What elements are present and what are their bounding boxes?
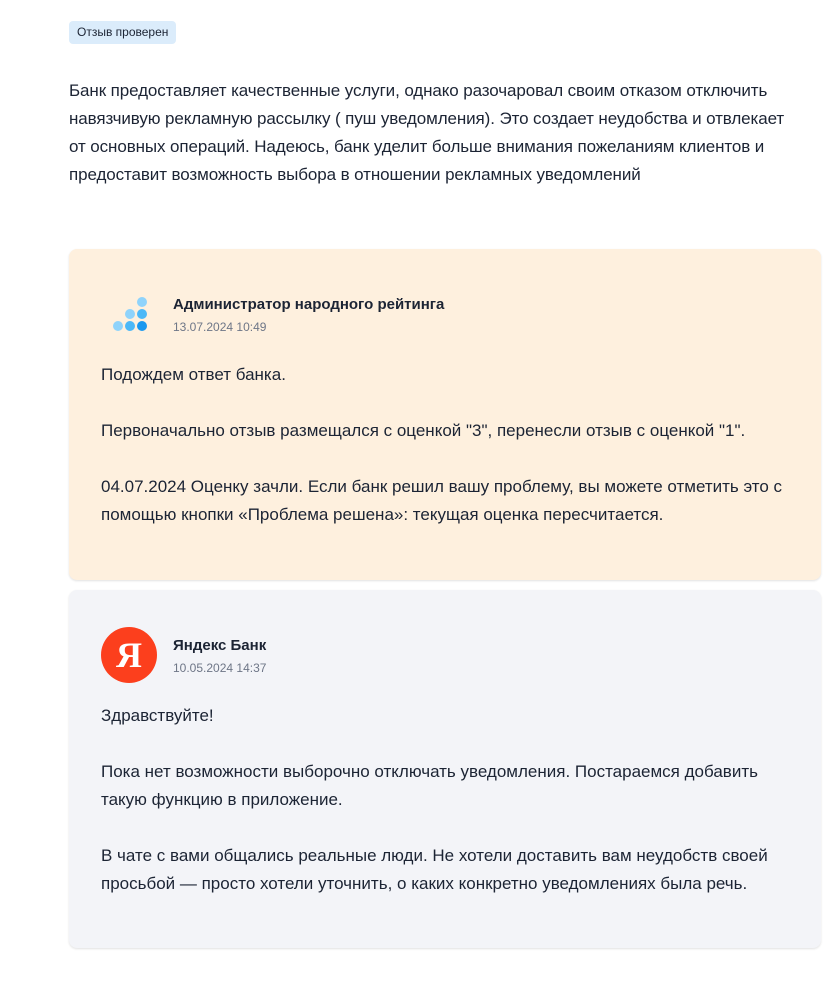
comment-body xyxy=(101,702,789,898)
comment-header xyxy=(101,626,789,684)
comment-paragraph: Пока нет возможности выборочно отключать уведомления. Постараемся добавить такую функцию в приложение. xyxy=(101,762,758,809)
comment-paragraph: Здравствуйте! xyxy=(101,706,214,725)
comment-paragraph: В чате с вами общались реальные люди. Не хотели доставить вам неудобств своей просьбой — просто хотели уточнить, о каких конкретно уведомлениях была речь. xyxy=(101,846,768,893)
comment-date: 13.07.2024 10:49 xyxy=(173,319,267,334)
admin-comment-card xyxy=(69,249,821,580)
comment-paragraph: Подождем ответ банка. xyxy=(101,365,286,384)
comment-date: 10.05.2024 14:37 xyxy=(173,660,267,675)
comment-paragraph: 04.07.2024 Оценку зачли. Если банк решил вашу проблему, вы можете отметить это с помощью кнопки «Проблема решена»: текущая оценка пересчитается. xyxy=(101,477,783,524)
comment-paragraph: Первоначально отзыв размещался с оценкой "3", перенесли отзыв с оценкой "1". xyxy=(101,421,746,440)
comment-author[interactable]: Администратор народного рейтинга xyxy=(173,295,445,313)
people-rating-logo-icon xyxy=(101,286,157,342)
yandex-logo-icon: Я xyxy=(101,627,157,683)
bank-response-card xyxy=(69,590,821,948)
comment-body xyxy=(101,361,789,529)
verified-badge: Отзыв проверен xyxy=(69,21,176,44)
comment-author[interactable]: Яндекс Банк xyxy=(173,636,267,654)
comment-header xyxy=(101,285,789,343)
review-text: Банк предоставляет качественные услуги, однако разочаровал своим отказом отключить навязчивую рекламную рассылку ( пуш уведомления). Это создает неудобства и отвлекает от основных операций. Надеюсь, банк уделит больше внимания пожеланиям клиентов и предоставит возможность выбора в отношении рекламных уведомлений xyxy=(69,81,785,184)
